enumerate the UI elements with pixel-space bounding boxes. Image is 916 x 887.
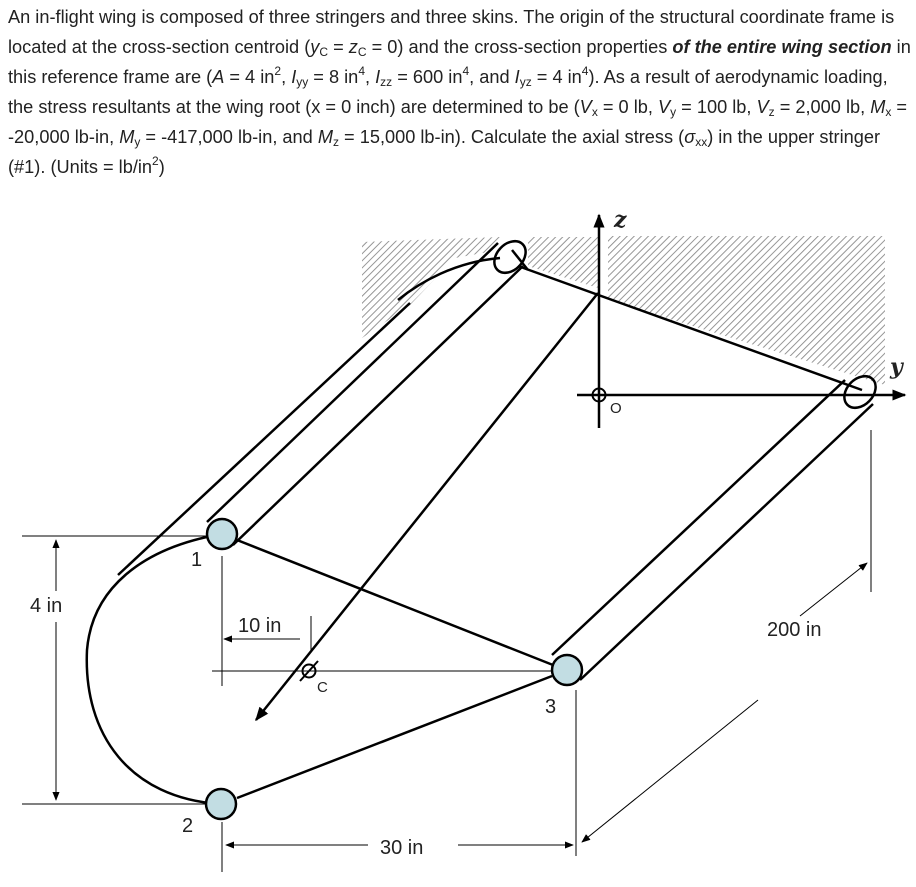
text-segment: = 4 in: [531, 67, 582, 87]
stringer-3: [552, 655, 582, 685]
text-segment: =: [328, 37, 349, 57]
height-dimension: [22, 536, 206, 804]
text-segment: An in-flight wing is composed of three stringers and three skins. The origin of the structural coordinate frame is located at the cross-section centroid (: [8, 7, 895, 57]
symbol-inertia: I: [291, 67, 297, 87]
height-dimension-label: 4 in: [30, 595, 63, 617]
centroid-marker: [300, 661, 318, 681]
text-segment: = 15,000 lb-in). Calculate the axial stress (: [338, 127, 685, 147]
text-segment: ,: [365, 67, 376, 87]
nose-skin-edge: [118, 303, 410, 575]
symbol-shear: V: [657, 97, 671, 117]
web-1-3: [237, 540, 553, 665]
stringer-2: [206, 789, 236, 819]
symbol-moment: M: [870, 97, 886, 117]
subscript: yy: [296, 75, 309, 89]
text-segment: = 2,000 lb,: [774, 97, 871, 117]
text-segment: ) in the upper stringer (#1). (Units = lb/in: [8, 127, 881, 177]
symbol-inertia: I: [514, 67, 520, 87]
subscript: y: [134, 135, 141, 149]
symbol-y: y: [310, 37, 320, 57]
text-segment: = -20,000 lb-in,: [8, 97, 908, 147]
text-segment: ): [158, 157, 165, 177]
wing-diagram: [0, 180, 916, 887]
subscript: yz: [519, 75, 532, 89]
subscript: C: [319, 45, 329, 59]
stringer-3-label: 3: [545, 696, 557, 718]
stringer-3-tube: [552, 370, 882, 680]
width-dimension-label: 30 in: [380, 837, 424, 859]
superscript: 4: [462, 64, 470, 78]
origin-label: O: [610, 400, 622, 417]
text-segment: in this reference frame are (: [8, 37, 911, 87]
subscript: y: [670, 105, 677, 119]
wing-root-wall: [362, 236, 885, 385]
superscript: 4: [358, 64, 365, 78]
symbol-sigma: σ: [684, 127, 696, 147]
subscript: z: [768, 105, 775, 119]
symbol-shear: V: [579, 97, 592, 117]
symbol-area: A: [212, 67, 225, 87]
text-segment: ). As a result of aerodynamic loading, the stress resultants at the wing root (x = 0 inch) are determined to be (: [8, 67, 888, 117]
stringer-2-label: 2: [182, 815, 194, 837]
symbol-inertia: I: [375, 67, 381, 87]
stringer-1-label: 1: [191, 549, 203, 571]
y-axis-label: y: [890, 354, 903, 380]
text-segment: = 0 lb,: [597, 97, 658, 117]
superscript: 2: [274, 64, 282, 78]
subscript: zz: [380, 75, 393, 89]
superscript: 2: [152, 154, 159, 168]
problem-statement: [8, 2, 913, 182]
stringer-1: [207, 519, 237, 549]
web-2-3: [237, 676, 552, 798]
text-segment: , and: [469, 67, 515, 87]
subscript: xx: [695, 135, 708, 149]
emphasis-text: of the entire wing section: [672, 37, 892, 57]
text-segment: = -417,000 lb-in, and: [140, 127, 318, 147]
subscript: z: [332, 135, 339, 149]
text-segment: = 0) and the cross-section properties: [366, 37, 673, 57]
nose-skin: [87, 534, 222, 804]
text-segment: = 8 in: [308, 67, 359, 87]
text-segment: = 100 lb,: [676, 97, 757, 117]
z-axis-label: z: [614, 207, 627, 233]
text-segment: = 4 in: [224, 67, 275, 87]
symbol-moment: M: [119, 127, 135, 147]
subscript: C: [357, 45, 367, 59]
length-dimension-label: 200 in: [767, 619, 822, 641]
text-segment: ,: [281, 67, 292, 87]
centroid-label: C: [317, 679, 328, 696]
subscript: x: [885, 105, 892, 119]
superscript: 4: [581, 64, 589, 78]
offset-dimension-label: 10 in: [238, 615, 282, 637]
symbol-z: z: [348, 37, 358, 57]
symbol-shear: V: [756, 97, 769, 117]
subscript: x: [591, 105, 598, 119]
symbol-moment: M: [317, 127, 333, 147]
text-segment: = 600 in: [392, 67, 463, 87]
